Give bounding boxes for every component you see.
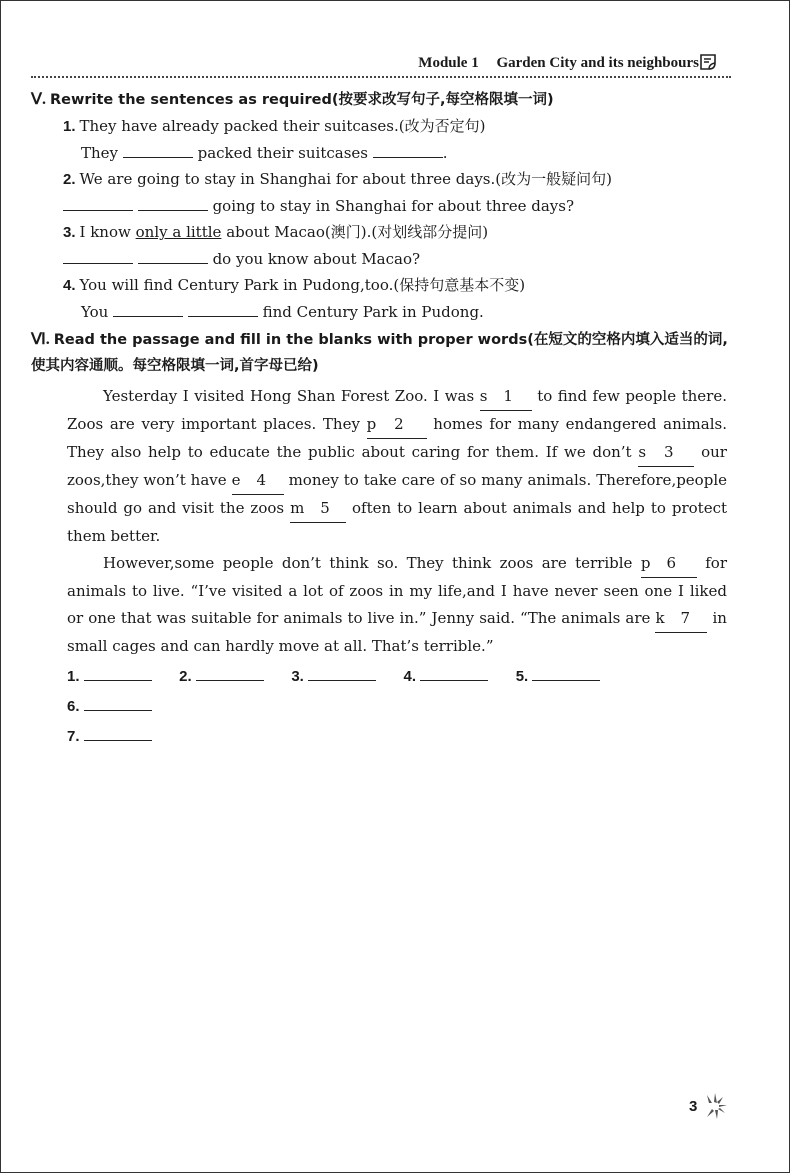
leaf-ornament-icon [699,1091,729,1121]
module-label: Module 1 [418,55,479,71]
blank-number: 1 [503,387,513,405]
initial-letter: s [638,443,647,461]
answer-item-1 [67,662,175,692]
page-content [31,87,731,752]
blank-number: 5 [320,499,330,517]
answer-line-2 [31,193,731,219]
question-number: 4. [63,277,76,294]
passage-text: to find few people there. Zoos are very important places. They [67,387,727,433]
answer-label: 4. [403,668,417,685]
blank-number: 2 [394,415,404,433]
answer-item-3 [291,662,399,692]
answer-item-6 [67,692,175,722]
blank-number: 6 [666,554,676,572]
answer-label: 6. [67,698,80,715]
answer-text: . [442,144,448,162]
question-1 [31,113,731,140]
blank-number: 7 [680,609,691,627]
passage-text: Yesterday I visited Hong Shan Forest Zoo. I was [103,387,475,405]
answer-text: going to stay in Shanghai for about three days? [212,197,574,215]
answer-blank[interactable] [308,664,376,681]
question-text: about Macao(澳门).(对划线部分提问) [226,223,489,241]
passage-text: for animals to live. “I’ve visited a lot of zoos in my life,and I have never seen one I liked or one that was suitable for animals to live in.” Jenny said. “The animals are [67,554,727,627]
underlined-phrase: only a little [135,223,222,241]
answer-blank[interactable] [188,300,258,317]
section-6-heading-en: Read the passage and fill in the blanks with proper words [53,332,528,348]
fill-blank-4[interactable] [232,467,284,495]
section-5-number: Ⅴ. [31,91,46,108]
section-5-heading: Rewrite the sentences as required(按要求改写句子,每空格限填一词) [49,92,554,108]
initial-letter: k [655,609,665,627]
initial-letter: s [479,387,488,405]
passage-text: homes for many endangered animals. They also help to educate the public about caring for them. If we don’t [67,415,727,461]
answer-text: find Century Park in Pudong. [262,303,484,321]
answer-blank[interactable] [373,141,443,158]
answer-text: do you know about Macao? [212,250,421,268]
answer-label: 3. [291,668,304,685]
fill-blank-3[interactable] [638,439,694,467]
initial-letter: p [640,554,651,572]
passage-text: our zoos,they won’t have [67,443,727,489]
question-4 [31,272,731,299]
answer-label: 2. [179,668,192,685]
question-text: I know [79,223,131,241]
answer-blank[interactable] [113,300,183,317]
answer-blank[interactable] [63,194,133,211]
answer-line-3 [31,246,731,272]
fill-blank-5[interactable] [290,495,346,523]
answer-item-4 [404,662,512,692]
blank-number: 3 [664,443,674,461]
answer-blank[interactable] [138,247,208,264]
fill-blank-1[interactable] [480,383,532,411]
initial-letter: e [231,471,241,489]
fill-blank-2[interactable] [367,411,427,439]
passage-text: often to learn about animals and help to protect them better. [67,499,727,545]
section-5-title [31,87,731,113]
initial-letter: p [366,415,377,433]
answer-line-1 [31,140,731,166]
passage-text: money to take care of so many animals. Therefore,people should go and visit the zoos [67,471,727,517]
fill-blank-7[interactable] [655,605,707,633]
page-number: 3 [689,1098,698,1115]
page-curl-icon [699,53,717,71]
answer-text: They [81,144,119,162]
passage-paragraph-2 [31,550,727,660]
section-6-title [31,327,731,379]
answer-blank[interactable] [138,194,208,211]
answer-blank[interactable] [420,664,488,681]
question-number: 1. [63,118,76,135]
question-number: 3. [63,224,76,241]
initial-letter: m [290,499,305,517]
answer-label: 7. [67,728,80,745]
answer-blank[interactable] [84,724,152,741]
blank-number: 4 [256,471,267,489]
section-6-number: Ⅵ. [31,331,50,348]
answer-text: packed their suitcases [197,144,368,162]
answer-line-4 [31,299,731,325]
answer-text: You [81,303,109,321]
answer-blank[interactable] [63,247,133,264]
answer-blank[interactable] [196,664,264,681]
answer-label: 5. [515,668,529,685]
question-text: We are going to stay in Shanghai for about three days.(改为一般疑问句) [79,170,612,188]
question-2 [31,166,731,193]
header-divider [31,76,731,78]
question-text: You will find Century Park in Pudong,too.(保持句意基本不变) [79,276,526,294]
answer-blank[interactable] [84,664,152,681]
question-number: 2. [63,171,76,188]
module-title: Garden City and its neighbours [496,55,699,71]
passage-paragraph-1 [31,383,727,550]
answer-item-7 [67,722,175,752]
answer-row [31,662,731,752]
passage-text: in small cages and can hardly move at all. That’s terrible.” [67,609,727,655]
fill-blank-6[interactable] [641,550,697,578]
question-3 [31,219,731,246]
answer-label: 1. [67,668,80,685]
answer-blank[interactable] [532,664,600,681]
answer-blank[interactable] [123,141,193,158]
question-text: They have already packed their suitcases.(改为否定句) [79,117,486,135]
answer-blank[interactable] [84,694,152,711]
answer-item-5 [516,662,624,692]
section-6-heading-cn: (在短文的空格内填入适当的词,使其内容通顺。每空格限填一词,首字母已给) [31,332,728,374]
answer-item-2 [179,662,287,692]
passage-text: However,some people don’t think so. They think zoos are terrible [103,554,633,572]
running-header [418,55,699,72]
